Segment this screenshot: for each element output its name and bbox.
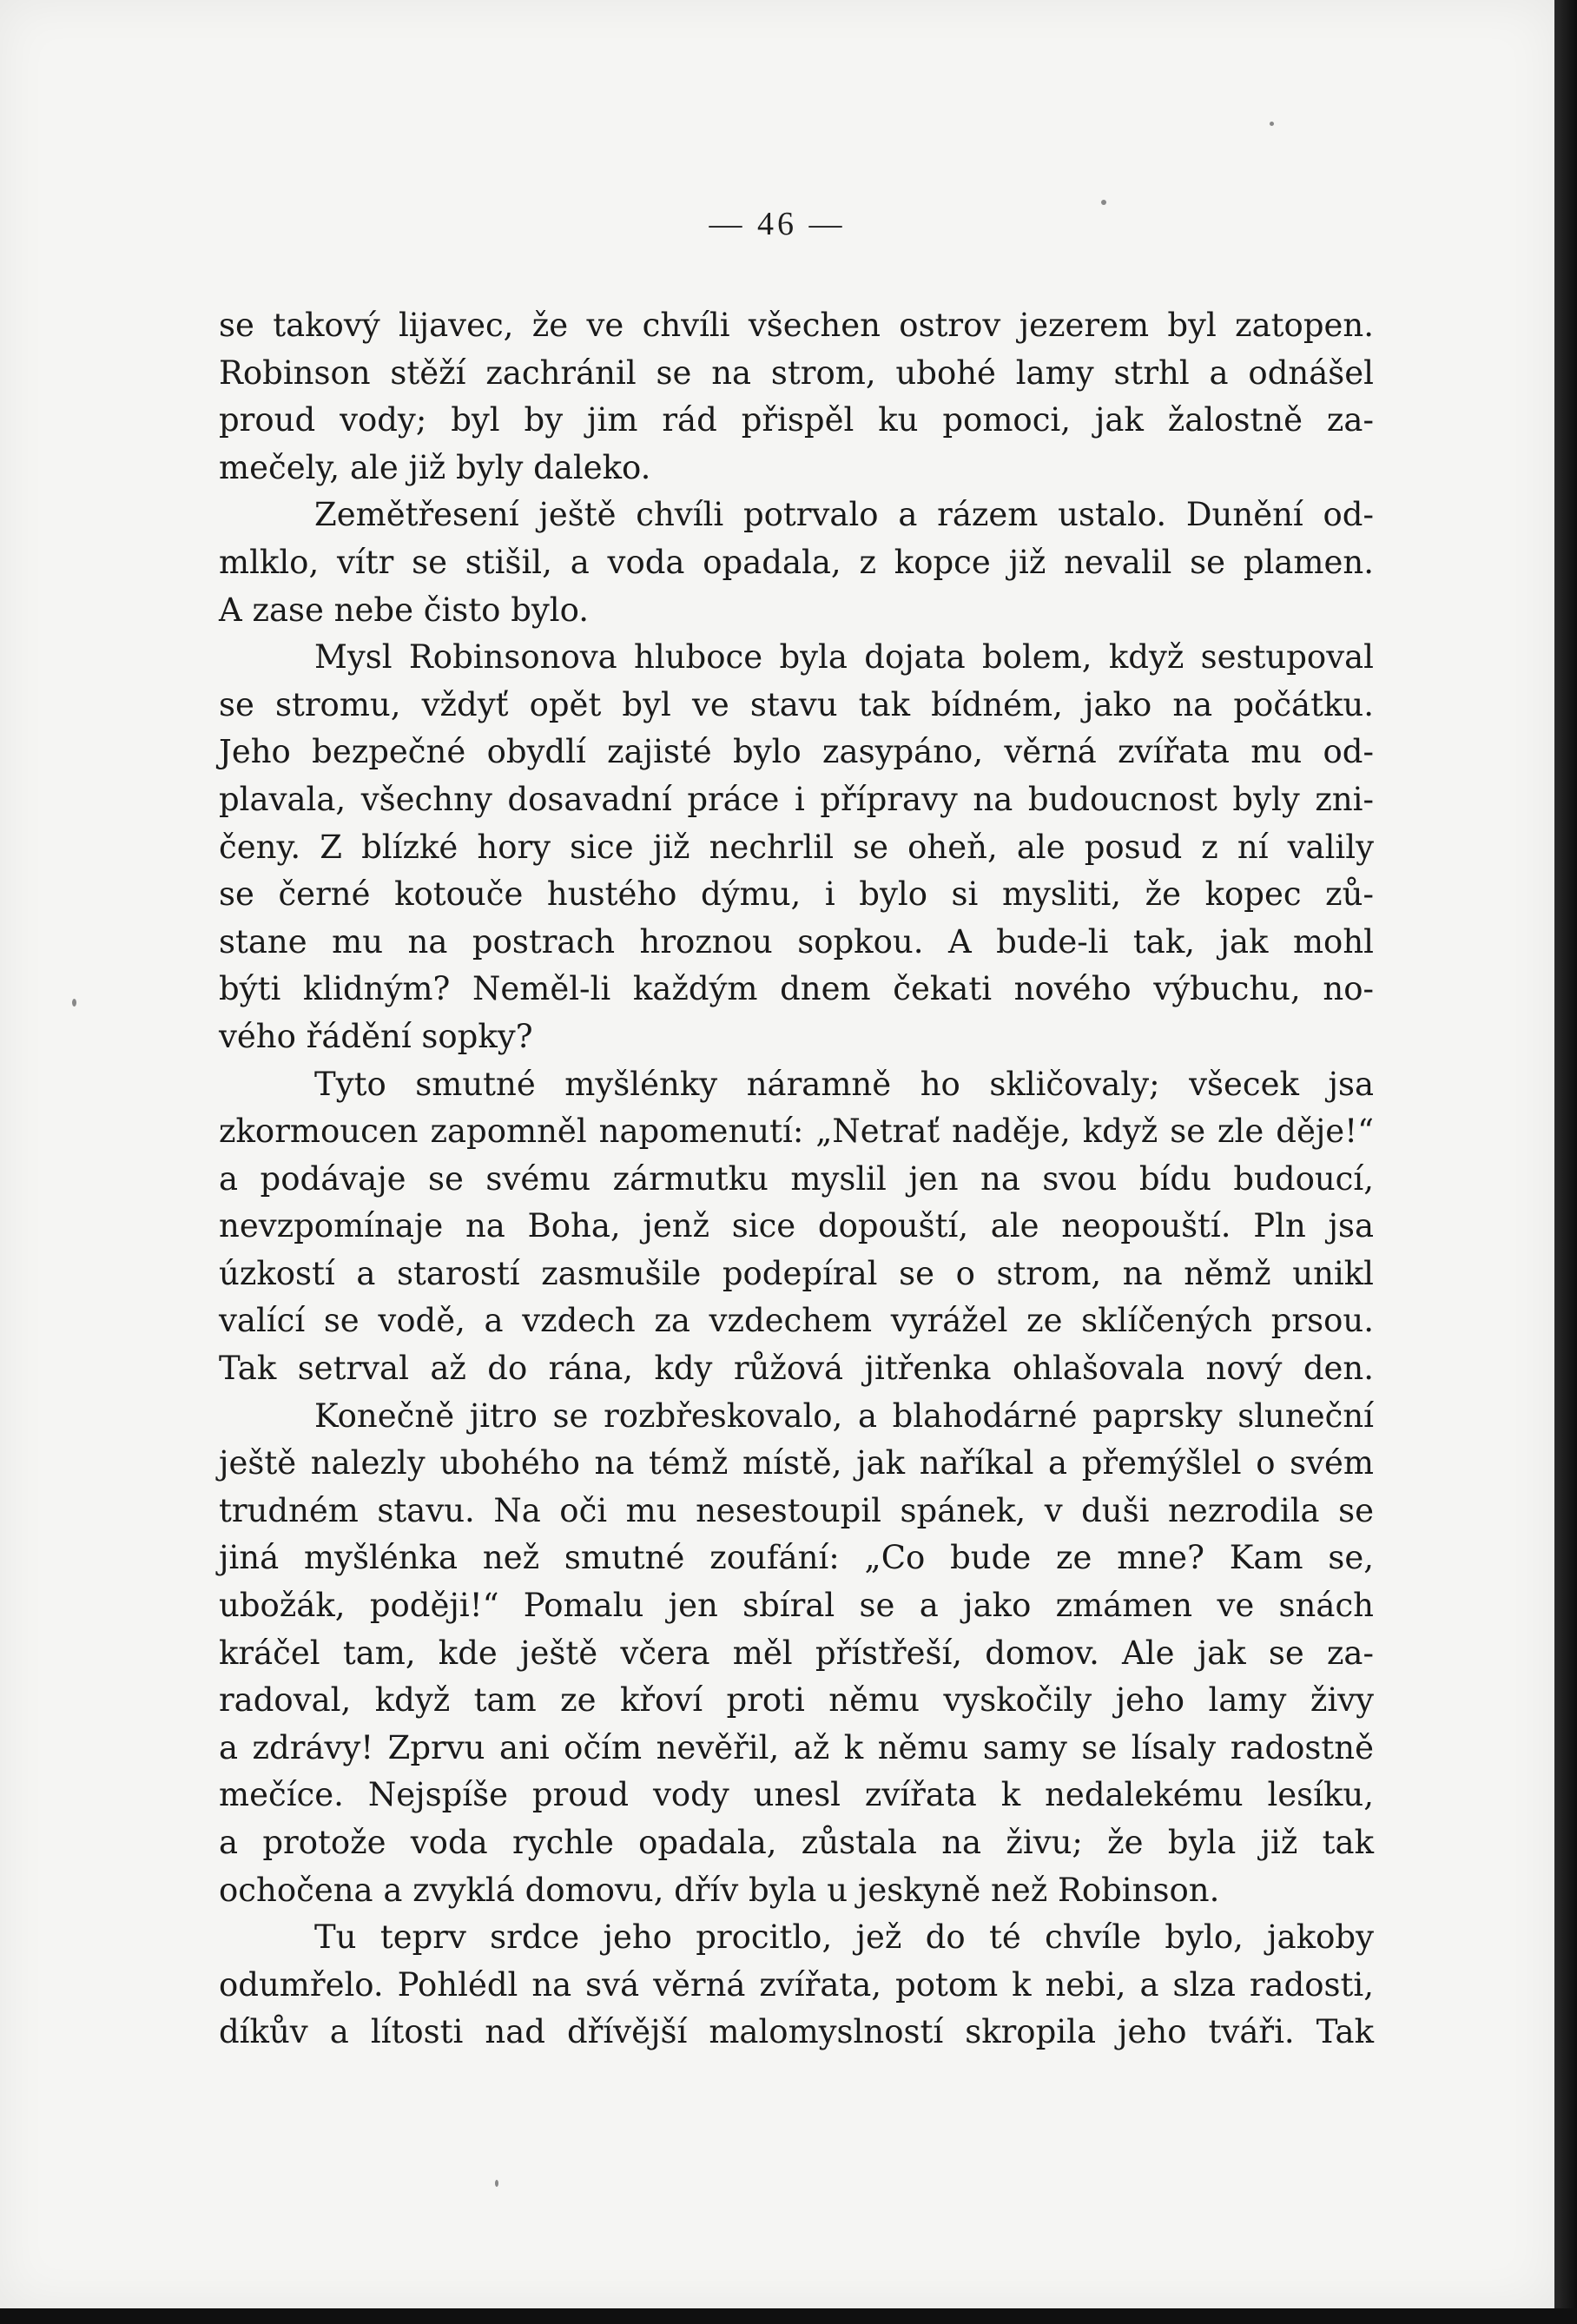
page-speck — [1101, 200, 1106, 205]
text-line: ještě nalezly ubohého na témž místě, jak naříkal a přemýšlel o svém — [219, 1444, 1374, 1482]
text-line: radoval, když tam ze křoví proti němu vyskočily jeho lamy živy — [219, 1681, 1374, 1720]
text-line: úzkostí a starostí zasmušile podepíral se o strom, na němž unikl — [219, 1254, 1374, 1292]
text-line: čeny. Z blízké hory sice již nechrlil se oheň, ale posud z ní valily — [219, 828, 1374, 866]
page-speck — [1270, 122, 1274, 126]
text-line: ochočena a zvyklá domovu, dřív byla u jeskyně než Robinson. — [219, 1871, 1220, 1909]
text-line: stane mu na postrach hroznou sopkou. A bude-li tak, jak mohl — [219, 922, 1374, 961]
text-line: mlklo, vítr se stišil, a voda opadala, z kopce již nevalil se plamen. — [219, 543, 1374, 581]
text-line: a zdrávy! Zprvu ani očím nevěřil, až k němu samy se lísaly radostně — [219, 1728, 1374, 1766]
text-line: plavala, všechny dosavadní práce i přípravy na budoucnost byly zni- — [219, 780, 1374, 818]
text-line: Robinson stěží zachránil se na strom, ubohé lamy strhl a odnášel — [219, 353, 1374, 392]
text-line: mečíce. Nejspíše proud vody unesl zvířata k nedalekému lesíku, — [219, 1776, 1374, 1814]
text-line: odumřelo. Pohlédl na svá věrná zvířata, potom k nebi, a slza radosti, — [219, 1965, 1374, 2004]
text-line: se černé kotouče hustého dýmu, i bylo si mysliti, že kopec zů- — [219, 875, 1374, 914]
text-line: valící se vodě, a vzdech za vzdechem vyrážel ze sklíčených prsou. — [219, 1302, 1374, 1340]
text-line: mečely, ale již byly daleko. — [219, 448, 651, 486]
text-line: Konečně jitro se rozbřeskovalo, a blahodárné paprsky sluneční — [314, 1396, 1374, 1435]
text-line: Tu teprv srdce jeho procitlo, jež do té chvíle bylo, jakoby — [314, 1918, 1374, 1957]
text-line: A zase nebe čisto bylo. — [219, 591, 590, 629]
text-line: nevzpomínaje na Boha, jenž sice dopouští, ale neopouští. Pln jsa — [219, 1207, 1374, 1245]
text-line: zkormoucen zapomněl napomenutí: „Netrať naděje, když se zle děje!“ — [219, 1112, 1374, 1151]
text-line: kráčel tam, kde ještě včera měl přístřeší, domov. Ale jak se za- — [219, 1634, 1374, 1672]
text-line: Mysl Robinsonova hluboce byla dojata bolem, když sestupoval — [314, 638, 1374, 677]
text-line: býti klidným? Neměl-li každým dnem čekati nového výbuchu, no- — [219, 970, 1374, 1008]
text-line: Zemětřesení ještě chvíli potrvalo a rázem ustalo. Dunění od- — [314, 496, 1374, 534]
text-line: a protože voda rychle opadala, zůstala na živu; že byla již tak — [219, 1824, 1374, 1861]
page-speck — [495, 2180, 498, 2187]
text-line: jiná myšlénka než smutné zoufání: „Co bude ze mne? Kam se, — [219, 1539, 1374, 1577]
page-number: — 46 — — [709, 206, 846, 242]
text-line: ubožák, poději!“ Pomalu jen sbíral se a jako zmámen ve snách — [219, 1587, 1374, 1625]
text-line: Tyto smutné myšlénky náramně ho skličovaly; všecek jsa — [314, 1065, 1374, 1103]
text-line: proud vody; byl by jim rád přispěl ku pomoci, jak žalostně za- — [219, 401, 1374, 439]
text-line: vého řádění sopky? — [219, 1017, 533, 1055]
page-edge-bottom — [0, 2308, 1577, 2324]
text-line: Jeho bezpečné obydlí zajisté bylo zasypáno, věrná zvířata mu od- — [219, 733, 1374, 771]
text-line: se takový lijavec, že ve chvíli všechen ostrov jezerem byl zatopen. — [219, 307, 1374, 344]
text-line: díkův a lítosti nad dřívější malomyslností skropila jeho tváři. Tak — [219, 2013, 1374, 2051]
text-line: trudném stavu. Na oči mu nesestoupil spánek, v duši nezrodila se — [219, 1491, 1374, 1529]
page-edge-right — [1554, 0, 1577, 2324]
page-speck — [72, 999, 76, 1007]
body-text — [219, 302, 1374, 2057]
text-line: se stromu, vždyť opět byl ve stavu tak bídném, jako na počátku. — [219, 685, 1374, 723]
text-line: Tak setrval až do rána, kdy růžová jitřenka ohlašovala nový den. — [219, 1350, 1374, 1388]
text-line: a podávaje se svému zármutku myslil jen na svou bídu budoucí, — [219, 1159, 1374, 1198]
